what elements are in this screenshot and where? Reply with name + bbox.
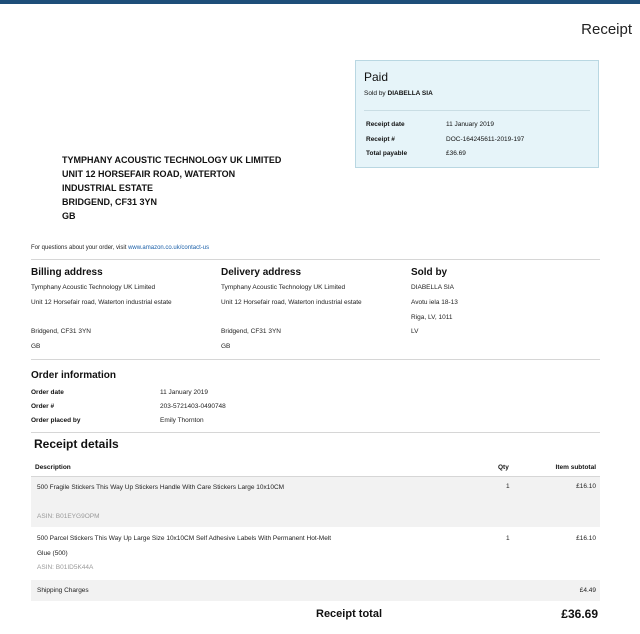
item-asin: ASIN: B01ID5K44A xyxy=(37,564,94,571)
seller-heading: Sold by xyxy=(411,267,448,278)
billing-name: Tymphany Acoustic Technology UK Limited xyxy=(31,284,156,291)
billing-heading: Billing address xyxy=(31,267,103,278)
recipient-line: INDUSTRIAL ESTATE xyxy=(62,183,154,193)
order-date-label: Order date xyxy=(31,389,64,396)
receipt-total-value: £36.69 xyxy=(561,607,598,621)
seller-name: DIABELLA SIA xyxy=(411,284,454,291)
item-subtotal: £16.10 xyxy=(576,535,596,542)
item-description: 500 Fragile Stickers This Way Up Stickers Handle With Care Stickers Large 10x10CM xyxy=(37,484,285,491)
delivery-street: Unit 12 Horsefair road, Waterton industrial estate xyxy=(221,299,362,306)
order-info-heading: Order information xyxy=(31,370,117,381)
sold-by-line xyxy=(364,90,433,97)
table-row xyxy=(31,580,600,601)
order-placed-by-label: Order placed by xyxy=(31,417,81,424)
item-subtotal: £16.10 xyxy=(576,483,596,490)
recipient-line: UNIT 12 HORSEFAIR ROAD, WATERTON xyxy=(62,169,236,179)
divider xyxy=(31,259,600,260)
total-payable-value: £36.69 xyxy=(446,150,466,157)
billing-street: Unit 12 Horsefair road, Waterton industrial estate xyxy=(31,299,172,306)
divider xyxy=(31,432,600,433)
sold-by-name: DIABELLA SIA xyxy=(387,90,433,97)
order-placed-by-value: Emily Thornton xyxy=(160,417,204,424)
item-qty: 1 xyxy=(506,535,510,542)
payment-summary-box xyxy=(355,60,599,168)
recipient-address xyxy=(62,153,281,223)
item-asin: ASIN: B01EYG9OPM xyxy=(37,513,100,520)
receipt-number-label: Receipt # xyxy=(366,136,395,143)
sold-by-label: Sold by xyxy=(364,90,386,97)
receipt-total-label: Receipt total xyxy=(316,608,383,620)
questions-text: For questions about your order, visit xyxy=(31,245,127,251)
receipt-details-heading: Receipt details xyxy=(34,437,119,451)
delivery-name: Tymphany Acoustic Technology UK Limited xyxy=(221,284,346,291)
recipient-line: GB xyxy=(62,211,76,221)
receipt-number-value: DOC-164245611-2019-197 xyxy=(446,136,525,143)
order-date-value: 11 January 2019 xyxy=(160,389,208,396)
page-title: Receipt xyxy=(581,21,632,38)
delivery-country: GB xyxy=(221,343,231,350)
contact-link[interactable]: www.amazon.co.uk/contact-us xyxy=(128,245,210,251)
questions-note xyxy=(31,245,209,251)
billing-city: Bridgend, CF31 3YN xyxy=(31,328,91,335)
order-number-value: 203-5721403-0490748 xyxy=(160,403,226,410)
receipt-date-value: 11 January 2019 xyxy=(446,121,494,128)
shipping-value: £4.49 xyxy=(579,587,596,594)
col-description-header: Description xyxy=(35,464,71,471)
col-qty-header: Qty xyxy=(498,464,509,471)
shipping-label: Shipping Charges xyxy=(37,587,89,594)
receipt-date-label: Receipt date xyxy=(366,121,405,128)
billing-country: GB xyxy=(31,343,41,350)
payment-status: Paid xyxy=(364,70,389,84)
delivery-city: Bridgend, CF31 3YN xyxy=(221,328,281,335)
item-qty: 1 xyxy=(506,483,510,490)
recipient-line: BRIDGEND, CF31 3YN xyxy=(62,197,158,207)
divider xyxy=(364,110,590,111)
seller-country: LV xyxy=(411,328,419,335)
col-subtotal-header: Item subtotal xyxy=(555,464,596,471)
item-description: 500 Parcel Stickers This Way Up Large Size 10x10CM Self Adhesive Labels With Permanent Hot-Melt Glue (500) xyxy=(37,535,332,557)
divider xyxy=(31,359,600,360)
delivery-heading: Delivery address xyxy=(221,267,302,278)
order-number-label: Order # xyxy=(31,403,55,410)
top-accent-bar xyxy=(0,0,640,4)
seller-city: Riga, LV, 1011 xyxy=(411,314,453,321)
total-payable-label: Total payable xyxy=(366,150,408,157)
seller-street: Avotu iela 18-13 xyxy=(411,299,458,306)
recipient-line: TYMPHANY ACOUSTIC TECHNOLOGY UK LIMITED xyxy=(62,155,282,165)
